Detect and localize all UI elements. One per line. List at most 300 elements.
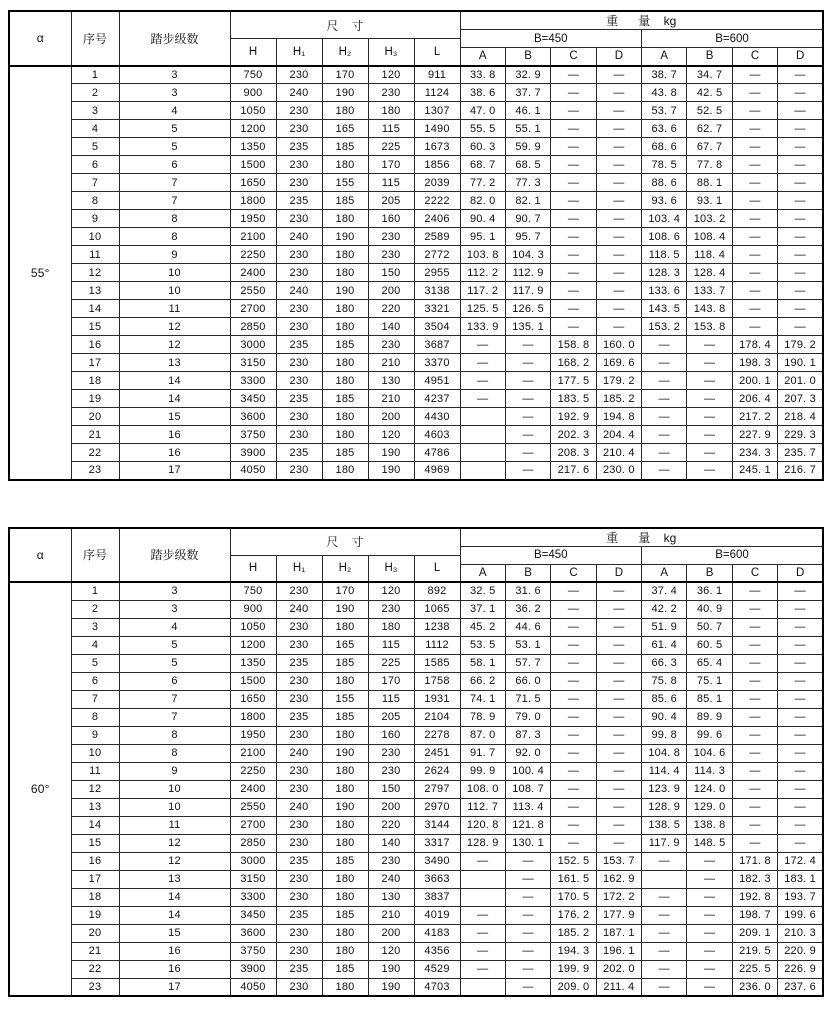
cell-serial: 14	[71, 816, 119, 834]
table-body	[9, 582, 823, 996]
cell-H3: 230	[368, 336, 414, 354]
cell-H1: 235	[276, 192, 322, 210]
cell-b600-B: —	[687, 426, 732, 444]
cell-b600-B: 153. 8	[687, 318, 732, 336]
cell-b450-B: —	[505, 960, 550, 978]
cell-steps: 11	[119, 300, 230, 318]
cell-b600-C: —	[732, 672, 777, 690]
cell-b450-C: 168. 2	[551, 354, 596, 372]
cell-b600-D: —	[778, 174, 823, 192]
cell-serial: 21	[71, 426, 119, 444]
cell-b600-D: 216. 7	[778, 462, 823, 480]
cell-b450-C: —	[551, 672, 596, 690]
cell-b600-C: —	[732, 174, 777, 192]
cell-H3: 210	[368, 390, 414, 408]
col-header-H2: H₂	[322, 39, 368, 66]
cell-b450-B: 113. 4	[505, 798, 550, 816]
cell-b450-D: 187. 1	[596, 924, 641, 942]
cell-b600-D: 190. 1	[778, 354, 823, 372]
cell-b450-A: 66. 2	[460, 672, 505, 690]
cell-H3: 150	[368, 264, 414, 282]
cell-steps: 5	[119, 138, 230, 156]
cell-b600-B: —	[687, 444, 732, 462]
cell-b600-A: 108. 6	[642, 228, 687, 246]
cell-b450-D: —	[596, 300, 641, 318]
cell-b600-D: —	[778, 228, 823, 246]
cell-H: 2250	[230, 762, 276, 780]
cell-b450-C: —	[551, 780, 596, 798]
cell-b450-D: —	[596, 798, 641, 816]
cell-H2: 180	[322, 210, 368, 228]
table-row	[9, 600, 823, 618]
cell-b600-C: —	[732, 84, 777, 102]
cell-H1: 235	[276, 444, 322, 462]
cell-H: 1650	[230, 690, 276, 708]
cell-b600-C: 219. 5	[732, 942, 777, 960]
cell-serial: 3	[71, 102, 119, 120]
cell-H3: 130	[368, 372, 414, 390]
cell-b600-C: 209. 1	[732, 924, 777, 942]
cell-H3: 230	[368, 744, 414, 762]
cell-b600-C: 171. 8	[732, 852, 777, 870]
cell-H3: 230	[368, 228, 414, 246]
cell-L: 1065	[414, 600, 460, 618]
table-row	[9, 672, 823, 690]
cell-b450-D: —	[596, 138, 641, 156]
cell-b600-A: 103. 4	[642, 210, 687, 228]
cell-b600-C: 227. 9	[732, 426, 777, 444]
cell-b450-A	[460, 426, 505, 444]
cell-b600-D: —	[778, 618, 823, 636]
cell-L: 2104	[414, 708, 460, 726]
cell-b450-A: 55. 5	[460, 120, 505, 138]
cell-H1: 230	[276, 870, 322, 888]
cell-b450-B: 90. 7	[505, 210, 550, 228]
cell-b450-B: —	[505, 390, 550, 408]
cell-b600-C: —	[732, 156, 777, 174]
cell-serial: 10	[71, 228, 119, 246]
cell-H3: 205	[368, 192, 414, 210]
cell-b450-A: 90. 4	[460, 210, 505, 228]
cell-b450-C: —	[551, 210, 596, 228]
cell-b450-B: 126. 5	[505, 300, 550, 318]
cell-H1: 230	[276, 726, 322, 744]
cell-b450-D: 230. 0	[596, 462, 641, 480]
col-header-b450-C: C	[551, 48, 596, 66]
cell-b600-D: 199. 6	[778, 906, 823, 924]
cell-b450-B: 104. 3	[505, 246, 550, 264]
cell-b600-D: —	[778, 156, 823, 174]
cell-b600-D: —	[778, 726, 823, 744]
cell-b450-C: —	[551, 120, 596, 138]
cell-H3: 200	[368, 798, 414, 816]
cell-b450-D: —	[596, 192, 641, 210]
col-group-weight: 重 量 kg	[460, 528, 823, 547]
col-header-b450-D: D	[596, 564, 641, 582]
cell-b600-C: —	[732, 246, 777, 264]
cell-H3: 120	[368, 582, 414, 600]
cell-b450-A: —	[460, 852, 505, 870]
cell-b450-A: 78. 9	[460, 708, 505, 726]
cell-H1: 230	[276, 834, 322, 852]
cell-b450-D: —	[596, 84, 641, 102]
cell-H1: 230	[276, 174, 322, 192]
cell-b600-C: 178. 4	[732, 336, 777, 354]
table-row	[9, 66, 823, 84]
cell-b600-B: 138. 8	[687, 816, 732, 834]
cell-H3: 230	[368, 852, 414, 870]
cell-b600-C: —	[732, 834, 777, 852]
col-header-b600-B: B	[687, 564, 732, 582]
cell-H3: 230	[368, 762, 414, 780]
cell-b450-B: —	[505, 870, 550, 888]
table-row	[9, 870, 823, 888]
col-header-alpha: α	[9, 11, 71, 66]
cell-b600-A: 114. 4	[642, 762, 687, 780]
cell-H1: 230	[276, 462, 322, 480]
cell-b450-B: —	[505, 888, 550, 906]
cell-L: 2451	[414, 744, 460, 762]
table-row	[9, 84, 823, 102]
cell-b600-B: —	[687, 408, 732, 426]
cell-b450-B: —	[505, 978, 550, 996]
cell-H1: 230	[276, 582, 322, 600]
cell-H1: 230	[276, 780, 322, 798]
cell-b600-A: 66. 3	[642, 654, 687, 672]
cell-serial: 8	[71, 192, 119, 210]
cell-b600-C: —	[732, 300, 777, 318]
cell-H: 2250	[230, 246, 276, 264]
cell-serial: 2	[71, 84, 119, 102]
cell-b450-A: 112. 2	[460, 264, 505, 282]
cell-L: 3370	[414, 354, 460, 372]
cell-L: 2624	[414, 762, 460, 780]
cell-b600-A: 43. 8	[642, 84, 687, 102]
cell-L: 4603	[414, 426, 460, 444]
cell-b450-D: —	[596, 174, 641, 192]
cell-H3: 130	[368, 888, 414, 906]
cell-b600-A: —	[642, 390, 687, 408]
cell-L: 2970	[414, 798, 460, 816]
cell-b600-D: —	[778, 246, 823, 264]
cell-b450-C: 208. 3	[551, 444, 596, 462]
cell-H: 2700	[230, 816, 276, 834]
cell-L: 3504	[414, 318, 460, 336]
cell-b450-C: —	[551, 138, 596, 156]
cell-H: 3900	[230, 444, 276, 462]
cell-b600-A: 138. 5	[642, 816, 687, 834]
cell-H3: 220	[368, 816, 414, 834]
cell-H: 1650	[230, 174, 276, 192]
table-row	[9, 174, 823, 192]
cell-H3: 230	[368, 84, 414, 102]
cell-b600-A: —	[642, 960, 687, 978]
cell-H2: 180	[322, 672, 368, 690]
cell-b600-D: 220. 9	[778, 942, 823, 960]
cell-H: 1950	[230, 726, 276, 744]
col-header-H1: H₁	[276, 39, 322, 66]
cell-serial: 22	[71, 444, 119, 462]
table-row	[9, 246, 823, 264]
cell-H3: 120	[368, 66, 414, 84]
cell-b600-A: 88. 6	[642, 174, 687, 192]
cell-b450-C: —	[551, 282, 596, 300]
table-row	[9, 726, 823, 744]
cell-b600-A: 153. 2	[642, 318, 687, 336]
col-header-L: L	[414, 39, 460, 66]
cell-b450-C: —	[551, 174, 596, 192]
cell-serial: 9	[71, 726, 119, 744]
cell-serial: 20	[71, 924, 119, 942]
cell-H1: 235	[276, 336, 322, 354]
table-row	[9, 582, 823, 600]
cell-H: 3300	[230, 888, 276, 906]
cell-b450-D: —	[596, 210, 641, 228]
cell-H: 2550	[230, 798, 276, 816]
cell-steps: 7	[119, 192, 230, 210]
cell-H1: 230	[276, 120, 322, 138]
cell-L: 3138	[414, 282, 460, 300]
cell-steps: 16	[119, 942, 230, 960]
cell-b450-A: 74. 1	[460, 690, 505, 708]
cell-b600-B: —	[687, 888, 732, 906]
cell-b450-A	[460, 462, 505, 480]
cell-L: 2589	[414, 228, 460, 246]
cell-b450-C: —	[551, 600, 596, 618]
cell-H3: 115	[368, 690, 414, 708]
cell-H: 1200	[230, 636, 276, 654]
cell-serial: 16	[71, 336, 119, 354]
cell-b600-B: 62. 7	[687, 120, 732, 138]
cell-b450-A	[460, 888, 505, 906]
cell-b450-C: —	[551, 246, 596, 264]
cell-b450-D: —	[596, 780, 641, 798]
cell-b600-A: 118. 5	[642, 246, 687, 264]
table-row	[9, 300, 823, 318]
cell-H: 2100	[230, 228, 276, 246]
cell-b600-D: 229. 3	[778, 426, 823, 444]
cell-b600-D: —	[778, 762, 823, 780]
cell-H2: 185	[322, 192, 368, 210]
cell-steps: 4	[119, 618, 230, 636]
cell-b450-B: 32. 9	[505, 66, 550, 84]
cell-b600-C: —	[732, 816, 777, 834]
cell-b450-D: —	[596, 672, 641, 690]
table-row	[9, 888, 823, 906]
cell-steps: 3	[119, 66, 230, 84]
col-header-steps: 踏步级数	[119, 528, 230, 583]
cell-b600-B: 40. 9	[687, 600, 732, 618]
cell-b450-A: 103. 8	[460, 246, 505, 264]
cell-H1: 235	[276, 708, 322, 726]
cell-H1: 230	[276, 102, 322, 120]
cell-H1: 230	[276, 942, 322, 960]
cell-H: 4050	[230, 462, 276, 480]
cell-b450-B: —	[505, 852, 550, 870]
cell-b600-B: —	[687, 336, 732, 354]
cell-b600-B: —	[687, 960, 732, 978]
cell-b600-D: —	[778, 834, 823, 852]
col-header-serial: 序号	[71, 528, 119, 583]
cell-b600-B: 128. 4	[687, 264, 732, 282]
cell-b450-A: 91. 7	[460, 744, 505, 762]
cell-b450-B: —	[505, 354, 550, 372]
cell-steps: 12	[119, 852, 230, 870]
col-group-dimensions: 尺 寸	[230, 528, 460, 556]
cell-b450-B: —	[505, 942, 550, 960]
cell-b450-C: 177. 5	[551, 372, 596, 390]
cell-H3: 210	[368, 354, 414, 372]
cell-b450-A: —	[460, 960, 505, 978]
cell-H2: 190	[322, 84, 368, 102]
cell-serial: 18	[71, 888, 119, 906]
cell-b450-A: —	[460, 354, 505, 372]
cell-steps: 5	[119, 636, 230, 654]
cell-H2: 180	[322, 618, 368, 636]
cell-L: 1490	[414, 120, 460, 138]
cell-b450-C: —	[551, 318, 596, 336]
cell-H: 750	[230, 66, 276, 84]
table-row	[9, 354, 823, 372]
cell-b600-B: 114. 3	[687, 762, 732, 780]
cell-b600-D: —	[778, 708, 823, 726]
cell-L: 2772	[414, 246, 460, 264]
cell-b600-C: —	[732, 618, 777, 636]
cell-H: 2700	[230, 300, 276, 318]
cell-b450-C: 217. 6	[551, 462, 596, 480]
cell-H3: 190	[368, 978, 414, 996]
cell-b600-C: 236. 0	[732, 978, 777, 996]
cell-steps: 7	[119, 174, 230, 192]
table-row	[9, 924, 823, 942]
cell-b600-B: 89. 9	[687, 708, 732, 726]
spec-table-55	[8, 10, 824, 481]
cell-L: 4951	[414, 372, 460, 390]
cell-b450-D: —	[596, 744, 641, 762]
cell-b600-D: —	[778, 780, 823, 798]
cell-L: 2278	[414, 726, 460, 744]
cell-steps: 5	[119, 120, 230, 138]
cell-b450-C: —	[551, 708, 596, 726]
cell-serial: 11	[71, 246, 119, 264]
cell-b600-D: —	[778, 672, 823, 690]
cell-steps: 10	[119, 264, 230, 282]
cell-b600-C: —	[732, 120, 777, 138]
cell-H3: 180	[368, 618, 414, 636]
cell-b600-B: 124. 0	[687, 780, 732, 798]
cell-b450-C: —	[551, 582, 596, 600]
cell-b600-C: —	[732, 726, 777, 744]
cell-b600-A: —	[642, 924, 687, 942]
cell-H2: 180	[322, 264, 368, 282]
cell-H1: 240	[276, 228, 322, 246]
cell-b600-A: —	[642, 408, 687, 426]
cell-serial: 23	[71, 978, 119, 996]
cell-H1: 230	[276, 762, 322, 780]
cell-b450-D: 211. 4	[596, 978, 641, 996]
cell-serial: 13	[71, 282, 119, 300]
cell-b450-D: —	[596, 726, 641, 744]
table-row	[9, 210, 823, 228]
cell-b600-D: 193. 7	[778, 888, 823, 906]
cell-H2: 180	[322, 978, 368, 996]
cell-serial: 20	[71, 408, 119, 426]
cell-serial: 7	[71, 174, 119, 192]
cell-serial: 21	[71, 942, 119, 960]
cell-L: 3490	[414, 852, 460, 870]
cell-b450-B: 77. 3	[505, 174, 550, 192]
col-header-alpha: α	[9, 528, 71, 583]
cell-b600-B: 118. 4	[687, 246, 732, 264]
cell-H3: 120	[368, 942, 414, 960]
cell-b600-B: 77. 8	[687, 156, 732, 174]
cell-H: 3450	[230, 906, 276, 924]
cell-steps: 8	[119, 726, 230, 744]
cell-b450-A: —	[460, 390, 505, 408]
cell-L: 1856	[414, 156, 460, 174]
cell-b600-C: —	[732, 228, 777, 246]
cell-H: 3600	[230, 408, 276, 426]
cell-b450-A	[460, 444, 505, 462]
cell-steps: 14	[119, 906, 230, 924]
cell-b450-D: —	[596, 582, 641, 600]
cell-b450-C: —	[551, 264, 596, 282]
cell-H1: 230	[276, 690, 322, 708]
cell-b450-D: 196. 1	[596, 942, 641, 960]
col-header-b450-D: D	[596, 48, 641, 66]
cell-b600-D: —	[778, 192, 823, 210]
cell-H1: 235	[276, 852, 322, 870]
cell-b450-C: 152. 5	[551, 852, 596, 870]
cell-H1: 230	[276, 816, 322, 834]
cell-b450-B: 57. 7	[505, 654, 550, 672]
cell-H1: 230	[276, 636, 322, 654]
cell-b600-D: —	[778, 636, 823, 654]
cell-b600-C: 206. 4	[732, 390, 777, 408]
cell-b600-B: —	[687, 924, 732, 942]
cell-b450-C: —	[551, 744, 596, 762]
cell-H2: 180	[322, 726, 368, 744]
cell-b450-C: 199. 9	[551, 960, 596, 978]
cell-H: 2100	[230, 744, 276, 762]
cell-b600-B: 67. 7	[687, 138, 732, 156]
cell-b600-D: —	[778, 300, 823, 318]
cell-H3: 230	[368, 600, 414, 618]
cell-b450-C: —	[551, 192, 596, 210]
cell-H2: 155	[322, 690, 368, 708]
cell-H1: 230	[276, 66, 322, 84]
cell-b450-D: 202. 0	[596, 960, 641, 978]
cell-b450-A: 45. 2	[460, 618, 505, 636]
table-header	[9, 11, 823, 66]
cell-H1: 230	[276, 426, 322, 444]
cell-b450-A: 120. 8	[460, 816, 505, 834]
cell-b450-C: —	[551, 726, 596, 744]
cell-H3: 210	[368, 906, 414, 924]
cell-steps: 3	[119, 84, 230, 102]
cell-serial: 9	[71, 210, 119, 228]
cell-b600-B: 103. 2	[687, 210, 732, 228]
cell-b450-B: —	[505, 372, 550, 390]
cell-H3: 190	[368, 462, 414, 480]
cell-steps: 8	[119, 210, 230, 228]
col-header-b600-A: A	[642, 564, 687, 582]
cell-b450-C: 170. 5	[551, 888, 596, 906]
cell-H3: 220	[368, 300, 414, 318]
col-group-b450: B=450	[460, 30, 642, 48]
cell-serial: 12	[71, 264, 119, 282]
cell-L: 2406	[414, 210, 460, 228]
